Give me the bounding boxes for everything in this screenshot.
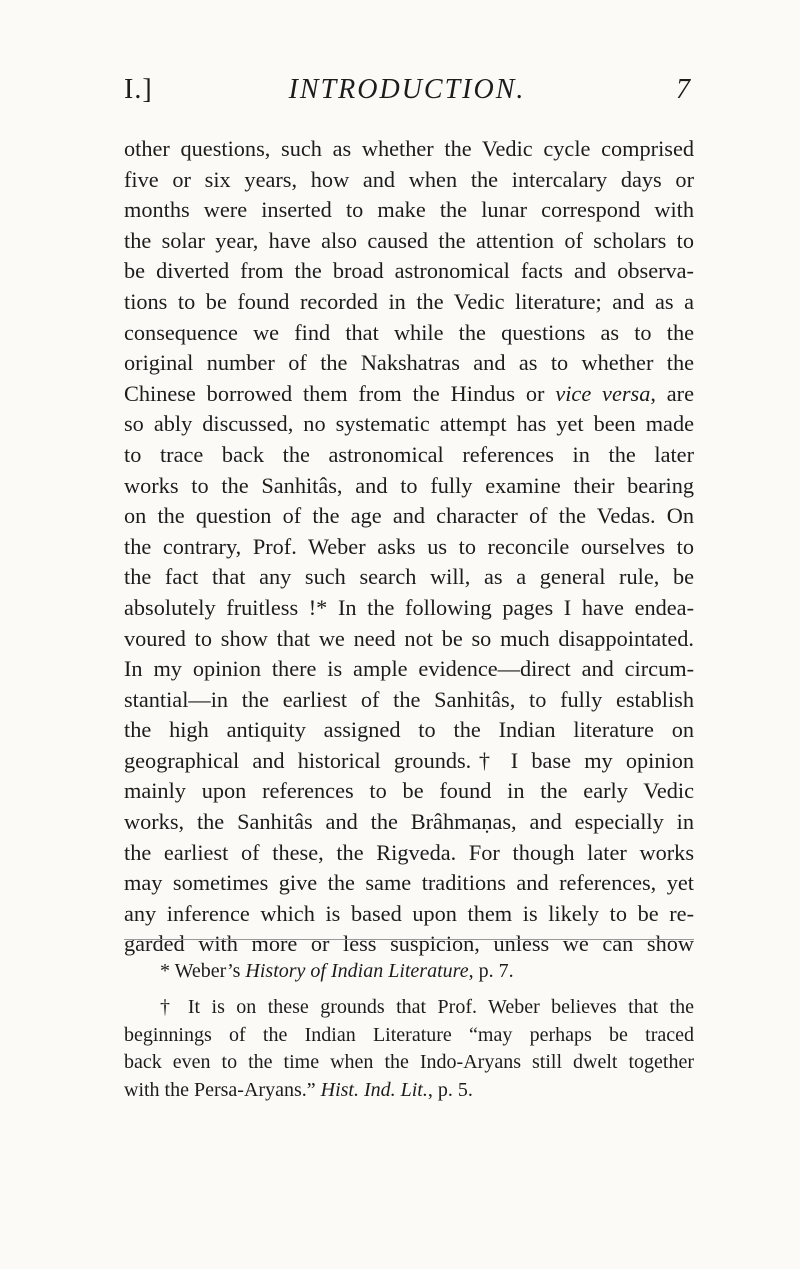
text-line: works, the Sanhitâs and the Brâhmaṇas, and especially in xyxy=(124,809,694,835)
text-line: the contrary, Prof. Weber asks us to reconcile ourselves to xyxy=(124,533,694,559)
footnote-divider xyxy=(124,939,694,940)
footnote-1 xyxy=(124,958,694,994)
text-line: on the question of the age and character of the Vedas. On xyxy=(124,503,694,529)
text-line: works to the Sanhitâs, and to fully examine their bearing xyxy=(124,472,694,498)
footnote-2-line: † It is on these grounds that Prof. Weber believes that the xyxy=(160,996,694,1018)
text-line: the earliest of these, the Rigveda. For though later works xyxy=(124,839,694,865)
text-line: may sometimes give the same traditions and references, yet xyxy=(124,870,694,896)
running-title: INTRODUCTION. xyxy=(288,74,526,105)
text-line: voured to show that we need not be so much disappointated. xyxy=(124,625,694,651)
body-paragraph xyxy=(124,134,694,960)
text-line: any inference which is based upon them is likely to be re- xyxy=(124,900,694,926)
text-line: consequence we find that while the questions as to the xyxy=(124,319,694,345)
text-line: original number of the Nakshatras and as to whether the xyxy=(124,350,694,376)
chapter-marker: I.] xyxy=(124,74,153,105)
footnote-2-pre: with the Persa-Aryans.” xyxy=(124,1078,321,1101)
text-line: In my opinion there is ample evidence—direct and circum- xyxy=(124,656,694,682)
text-line: Chinese borrowed them from the Hindus or vice versa, are xyxy=(124,380,694,406)
text-line: the high antiquity assigned to the Indian literature on xyxy=(124,717,694,743)
footnote-1-post: , p. 7. xyxy=(468,960,514,982)
footnote-2-line: beginnings of the Indian Literature “may perhaps be traced xyxy=(124,1023,694,1046)
text-line: garded with more or less suspicion, unless we can show xyxy=(124,931,694,957)
text-line: to trace back the astronomical references in the later xyxy=(124,441,694,467)
text-line: geographical and historical grounds.† I base my opinion xyxy=(124,747,694,773)
text-line: tions to be found recorded in the Vedic literature; and as a xyxy=(124,288,694,314)
text-line: the fact that any such search will, as a general rule, be xyxy=(124,564,694,590)
text-line: months were inserted to make the lunar correspond with xyxy=(124,197,694,223)
footnote-1-book-title: History of Indian Literature xyxy=(245,960,469,982)
footnote-2-post: , p. 5. xyxy=(427,1078,473,1101)
running-header xyxy=(124,74,690,114)
footnotes xyxy=(124,958,694,1104)
footnote-2-line: back even to the time when the Indo-Aryans still dwelt together xyxy=(124,1051,694,1073)
footnote-1-pre: * Weber’s xyxy=(160,960,246,982)
text-line: mainly upon references to be found in the early Vedic xyxy=(124,778,694,804)
text-line: so ably discussed, no systematic attempt has yet been made xyxy=(124,411,694,437)
italic-phrase: vice versa xyxy=(555,380,651,406)
footnote-2-last-line xyxy=(124,1077,694,1105)
page-number: 7 xyxy=(676,74,690,105)
text-line: the solar year, have also caused the attention of scholars to xyxy=(124,227,694,253)
text-line: absolutely fruitless !* In the following pages I have endea- xyxy=(124,594,694,620)
text-line: be diverted from the broad astronomical facts and observa- xyxy=(124,258,694,284)
text-line: five or six years, how and when the intercalary days or xyxy=(124,166,694,192)
text-line: stantial—in the earliest of the Sanhitâs, to fully establish xyxy=(124,686,694,712)
text-line: other questions, such as whether the Vedic cycle comprised xyxy=(124,136,694,161)
footnote-2-book-title: Hist. Ind. Lit. xyxy=(320,1078,428,1101)
